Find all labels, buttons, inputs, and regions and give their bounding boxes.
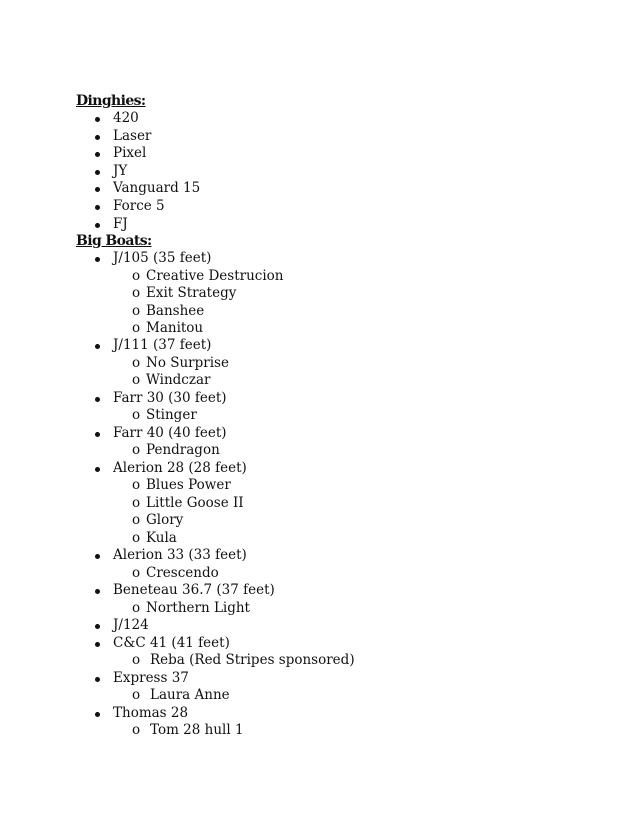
boat-name: Pendragon (146, 442, 220, 459)
big-boats-heading: Big Boats: (76, 233, 152, 250)
boat-class-label: J/105 (35 feet) (113, 250, 212, 267)
bullet-icon (95, 712, 100, 717)
boat-class-label: Beneteau 36.7 (37 feet) (113, 582, 275, 598)
circle-bullet-icon: o (132, 285, 141, 302)
list-item (76, 180, 616, 198)
sub-list-item (76, 600, 616, 617)
list-item (76, 425, 616, 443)
list-item (76, 110, 616, 128)
sub-list-item (76, 442, 616, 459)
circle-bullet-icon: o (132, 494, 141, 511)
sub-list-item (76, 722, 616, 739)
bullet-icon (95, 117, 100, 122)
bullet-icon (95, 642, 100, 647)
bullet-icon (95, 397, 100, 402)
boat-class-label: Alerion 28 (28 feet) (113, 459, 247, 476)
boat-name: Northern Light (146, 599, 250, 616)
bullet-icon (95, 467, 100, 472)
list-item (76, 198, 616, 216)
list-item-text: JY (113, 162, 128, 179)
list-item (76, 635, 616, 653)
circle-bullet-icon: o (132, 652, 141, 669)
list-item (76, 128, 616, 146)
sub-list-item (76, 687, 616, 704)
dinghies-list (76, 110, 616, 233)
boat-name: Little Goose II (146, 494, 244, 511)
bullet-icon (95, 205, 100, 210)
boat-class-label: C&C 41 (41 feet) (113, 634, 230, 651)
bullet-icon (95, 187, 100, 192)
boat-name: Manitou (146, 319, 204, 336)
boat-name: Glory (146, 512, 184, 529)
circle-bullet-icon: o (132, 687, 141, 704)
circle-bullet-icon: o (132, 512, 141, 529)
list-item (76, 705, 616, 723)
dinghies-heading: Dinghies: (76, 93, 146, 109)
list-item-text: FJ (113, 215, 128, 232)
list-item-text: Laser (113, 127, 152, 144)
sub-list-item (76, 285, 616, 302)
bullet-icon (95, 152, 100, 157)
boat-class-label: Express 37 (113, 669, 189, 686)
boat-name: Crescendo (146, 564, 219, 581)
list-item-text: Force 5 (113, 197, 165, 214)
list-item-text: Pixel (113, 145, 147, 162)
circle-bullet-icon: o (132, 267, 141, 284)
list-item (76, 216, 616, 234)
bullet-icon (95, 589, 100, 594)
list-item-text: 420 (113, 110, 139, 126)
sub-list-item (76, 530, 616, 547)
boat-name: Kula (146, 529, 177, 546)
boat-name: Exit Strategy (146, 285, 237, 302)
bullet-icon (95, 432, 100, 437)
circle-bullet-icon: o (132, 302, 141, 319)
list-item (76, 163, 616, 181)
circle-bullet-icon: o (132, 372, 141, 389)
list-item (76, 547, 616, 565)
circle-bullet-icon: o (132, 319, 141, 336)
sub-list-item (76, 477, 616, 494)
bullet-icon (95, 344, 100, 349)
boat-class-label: Farr 40 (40 feet) (113, 424, 227, 441)
sub-list-item (76, 372, 616, 389)
list-item (76, 617, 616, 635)
sub-list-item (76, 320, 616, 337)
bullet-icon (95, 677, 100, 682)
bullet-icon (95, 624, 100, 629)
document-content (76, 93, 616, 740)
boat-name: Tom 28 hull 1 (150, 722, 244, 739)
circle-bullet-icon: o (132, 354, 141, 371)
boat-name: Banshee (146, 302, 205, 319)
boat-name: Laura Anne (150, 687, 230, 704)
list-item (76, 337, 616, 355)
sub-list-item (76, 565, 616, 582)
list-item-text: Vanguard 15 (113, 180, 201, 197)
boat-name: Reba (Red Stripes sponsored) (150, 652, 355, 669)
circle-bullet-icon: o (132, 564, 141, 581)
boat-class-label: Thomas 28 (113, 704, 189, 721)
circle-bullet-icon: o (132, 407, 141, 424)
boat-class-label: Alerion 33 (33 feet) (113, 547, 247, 563)
boat-name: Stinger (146, 407, 197, 424)
sub-list-item (76, 268, 616, 285)
circle-bullet-icon: o (132, 442, 141, 459)
boat-name: Blues Power (146, 477, 231, 494)
sub-list-item (76, 355, 616, 372)
circle-bullet-icon: o (132, 477, 141, 494)
boat-name: No Surprise (146, 354, 229, 371)
bullet-icon (95, 170, 100, 175)
list-item (76, 390, 616, 408)
bullet-icon (95, 257, 100, 262)
sub-list-item (76, 407, 616, 424)
list-item (76, 582, 616, 600)
sub-list-item (76, 512, 616, 529)
boat-class-label: J/124 (113, 617, 149, 633)
bullet-icon (95, 135, 100, 140)
sub-list-item (76, 303, 616, 320)
list-item (76, 145, 616, 163)
bullet-icon (95, 223, 100, 228)
bullet-icon (95, 554, 100, 559)
circle-bullet-icon: o (132, 599, 141, 616)
list-item (76, 250, 616, 268)
circle-bullet-icon: o (132, 722, 141, 739)
boat-class-label: J/111 (37 feet) (113, 337, 212, 354)
boat-class-label: Farr 30 (30 feet) (113, 389, 227, 406)
list-item (76, 460, 616, 478)
boat-name: Windczar (146, 372, 211, 389)
list-item (76, 670, 616, 688)
sub-list-item (76, 495, 616, 512)
circle-bullet-icon: o (132, 529, 141, 546)
big-boats-list (76, 250, 616, 739)
boat-name: Creative Destrucion (146, 267, 284, 284)
sub-list-item (76, 652, 616, 669)
